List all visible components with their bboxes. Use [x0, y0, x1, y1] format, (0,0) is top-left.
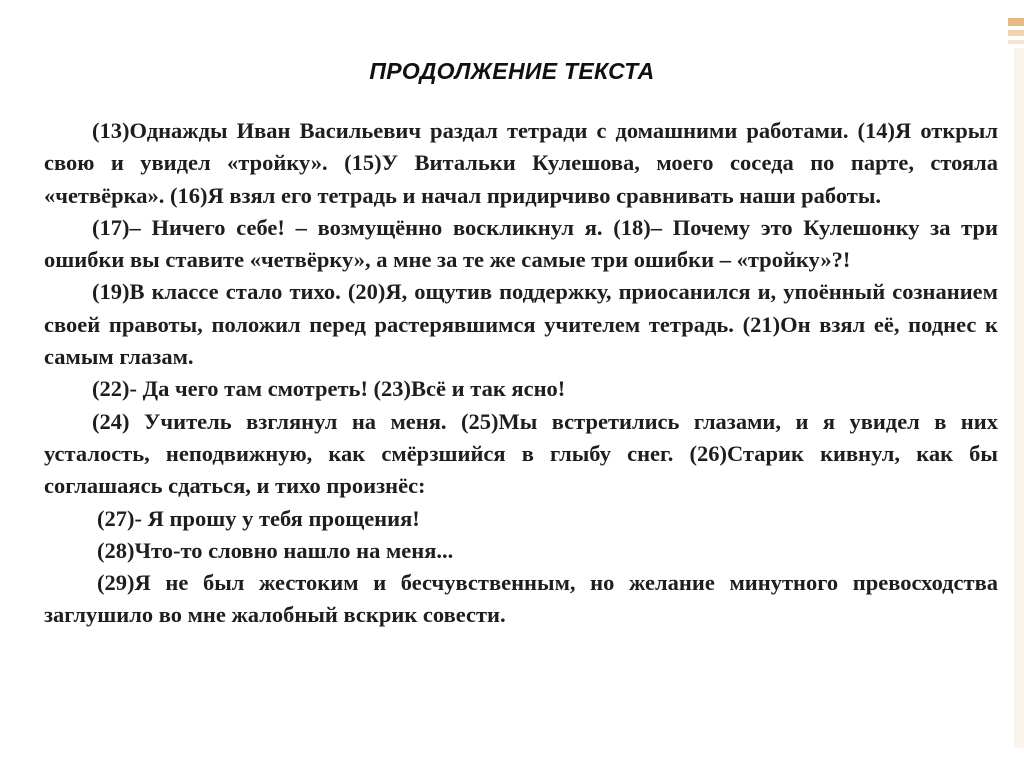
paragraph: (22)- Да чего там смотреть! (23)Всё и так ясно! — [92, 376, 566, 402]
paragraph: (28)Что-то словно нашло на меня... — [97, 537, 454, 563]
decorative-stripe — [1008, 18, 1024, 26]
text-body — [44, 115, 998, 632]
page-title: ПРОДОЛЖЕНИЕ ТЕКСТА — [369, 58, 655, 84]
decorative-stripe — [1008, 40, 1024, 44]
paragraph: (17)– Ничего себе! – возмущённо воскликнул я. (18)– Почему это Кулешонку за три ошибки вы ставите «четвёрку», а мне за те же самые три ошибки – «тройку»?! — [44, 214, 998, 273]
paragraph: (19)В классе стало тихо. (20)Я, ощутив поддержку, приосанился и, упоённый сознанием своей правоты, положил перед растерявшимся учителем тетрадь. (21)Он взял её, поднес к самым глазам. — [44, 279, 998, 370]
paragraph: (27)- Я прошу у тебя прощения! — [97, 505, 420, 531]
paragraph: (13)Однажды Иван Васильевич раздал тетради с домашними работами. (14)Я открыл свою и увидел «тройку». (15)У Витальки Кулешова, моего соседа по парте, стояла «четвёрка». (16)Я взял его тетрадь и начал придирчиво сравнивать наши работы. — [44, 118, 998, 208]
decorative-stripe — [1014, 48, 1024, 748]
paragraph: (29)Я не был жестоким и бесчувственным, но желание минутного превосходства заглушило во мне жалобный вскрик совести. — [44, 570, 998, 628]
decorative-stripe — [1008, 30, 1024, 36]
paragraph: (24) Учитель взглянул на меня. (25)Мы встретились глазами, и я увидел в них усталость, неподвижную, как смёрзшийся в глыбу снег. (26)Старик кивнул, как бы соглашаясь сдаться, и тихо произнёс: — [44, 408, 998, 499]
